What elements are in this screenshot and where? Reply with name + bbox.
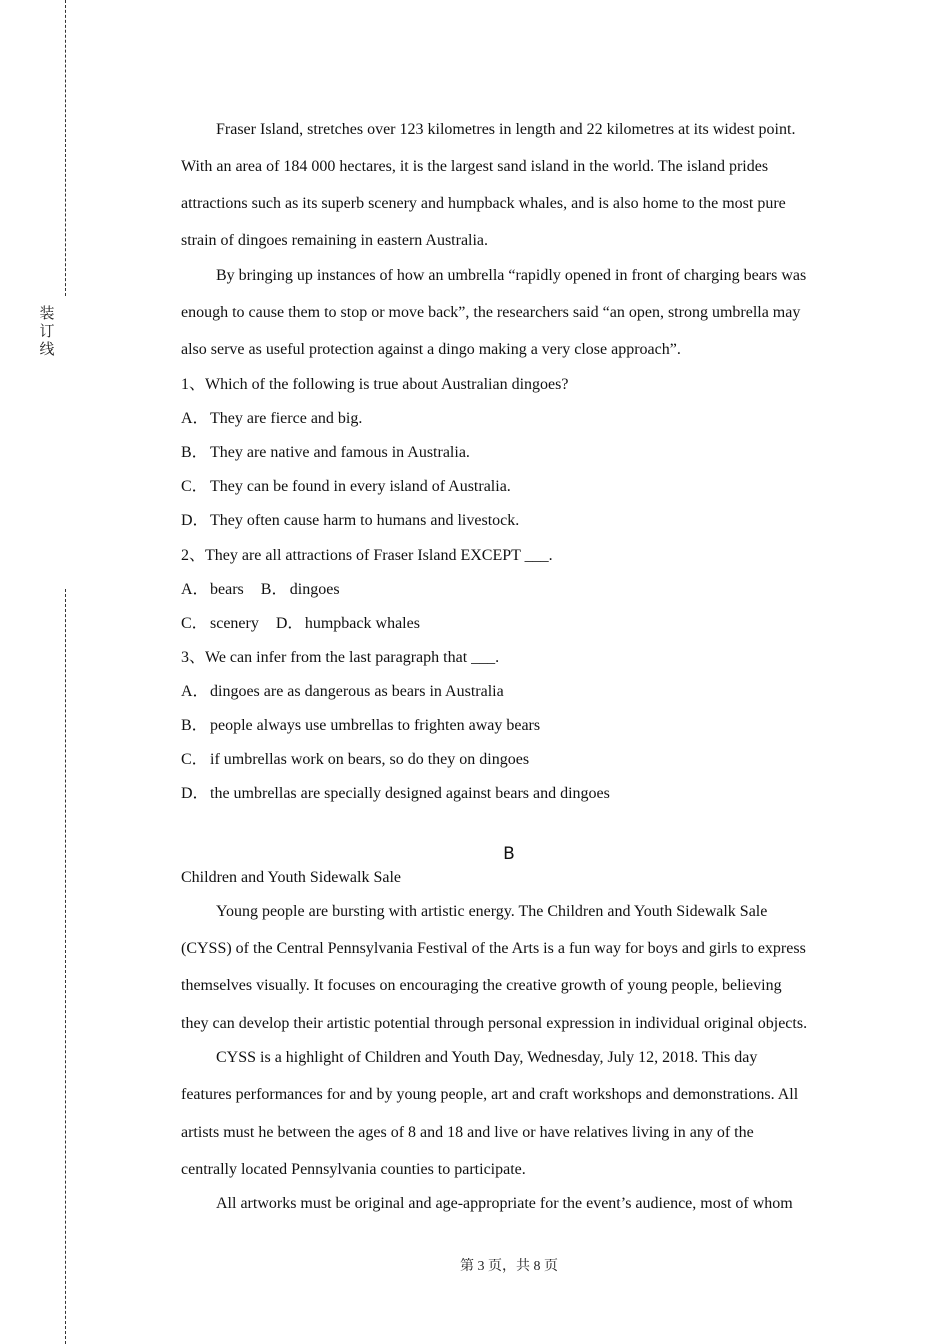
binding-label-char: 线 <box>39 340 55 358</box>
answer-option-c[interactable] <box>181 750 529 770</box>
answer-option-row <box>181 580 340 600</box>
question-stem: 2、They are all attractions of Fraser Island EXCEPT ___. <box>181 547 553 564</box>
text-line: centrally located Pennsylvania counties to participate. <box>181 1161 526 1178</box>
answer-option-b[interactable] <box>181 443 470 463</box>
option-letter: B． <box>181 717 208 734</box>
option-letter: A． <box>181 581 209 598</box>
answer-option-b[interactable] <box>181 716 540 736</box>
option-text: They are native and famous in Australia. <box>210 444 470 461</box>
option-text: scenery <box>210 615 259 632</box>
text-line: strain of dingoes remaining in eastern Australia. <box>181 232 489 249</box>
page-number: 第 3 页，共 8 页 <box>460 1259 558 1274</box>
text-line: themselves visually. It focuses on encouraging the creative growth of young people, believing <box>181 977 782 994</box>
text-line: (CYSS) of the Central Pennsylvania Festival of the Arts is a fun way for boys and girls to express <box>181 940 806 957</box>
text-line: Fraser Island, stretches over 123 kilometres in length and 22 kilometres at its widest point. <box>216 121 796 138</box>
answer-option-a[interactable] <box>181 409 362 429</box>
option-text: They are fierce and big. <box>210 410 363 427</box>
option-text: They often cause harm to humans and livestock. <box>210 512 520 529</box>
binding-label <box>38 304 56 358</box>
option-letter: A． <box>181 410 209 427</box>
text-line: Young people are bursting with artistic energy. The Children and Youth Sidewalk Sale <box>216 903 768 920</box>
option-letter: A． <box>181 683 209 700</box>
binding-label-char: 装 <box>39 304 55 322</box>
option-letter: C． <box>181 615 208 632</box>
answer-option-d[interactable] <box>181 784 610 804</box>
question-stem: 1、Which of the following is true about Australian dingoes? <box>181 376 569 393</box>
text-line: All artworks must be original and age-appropriate for the event’s audience, most of whom <box>216 1195 793 1212</box>
answer-option-c[interactable] <box>181 477 511 497</box>
text-line: CYSS is a highlight of Children and Youth Day, Wednesday, July 12, 2018. This day <box>216 1049 758 1066</box>
passage-title: Children and Youth Sidewalk Sale <box>181 869 401 886</box>
text-line: they can develop their artistic potential through personal expression in individual original objects. <box>181 1015 808 1032</box>
text-line: attractions such as its superb scenery and humpback whales, and is also home to the most pure <box>181 195 786 212</box>
text-line: enough to cause them to stop or move back”, the researchers said “an open, strong umbrella may <box>181 304 801 321</box>
answer-option-row <box>181 614 420 634</box>
text-line: With an area of 184 000 hectares, it is the largest sand island in the world. The island prides <box>181 158 769 175</box>
option-text: people always use umbrellas to frighten away bears <box>210 717 541 734</box>
option-letter: B． <box>181 444 208 461</box>
option-text: dingoes are as dangerous as bears in Australia <box>210 683 504 700</box>
text-line: features performances for and by young people, art and craft workshops and demonstrations. All <box>181 1086 799 1103</box>
option-letter: C． <box>181 751 208 768</box>
question-stem: 3、We can infer from the last paragraph that ___. <box>181 649 500 666</box>
section-heading: B <box>503 844 515 864</box>
option-letter: B． <box>260 581 288 598</box>
binding-line-top <box>65 0 66 296</box>
answer-option-d[interactable] <box>276 615 420 632</box>
answer-option-b[interactable] <box>261 581 340 598</box>
option-letter: D． <box>181 785 209 802</box>
option-text: dingoes <box>289 581 340 598</box>
option-letter: D． <box>181 512 209 529</box>
text-line: By bringing up instances of how an umbrella “rapidly opened in front of charging bears was <box>216 267 807 284</box>
binding-label-char: 订 <box>39 322 55 340</box>
answer-option-a[interactable] <box>181 581 244 598</box>
option-text: humpback whales <box>304 615 420 632</box>
text-line: artists must he between the ages of 8 and 18 and live or have relatives living in any of the <box>181 1124 754 1141</box>
answer-option-a[interactable] <box>181 682 504 702</box>
option-text: bears <box>210 581 244 598</box>
text-line: also serve as useful protection against a dingo making a very close approach”. <box>181 341 681 358</box>
option-letter: C． <box>181 478 208 495</box>
option-text: if umbrellas work on bears, so do they on dingoes <box>210 751 530 768</box>
answer-option-c[interactable] <box>181 615 259 632</box>
option-text: They can be found in every island of Australia. <box>210 478 511 495</box>
option-text: the umbrellas are specially designed against bears and dingoes <box>210 785 610 802</box>
option-letter: D． <box>275 615 304 632</box>
binding-line-bottom <box>65 589 66 1344</box>
answer-option-d[interactable] <box>181 511 519 531</box>
